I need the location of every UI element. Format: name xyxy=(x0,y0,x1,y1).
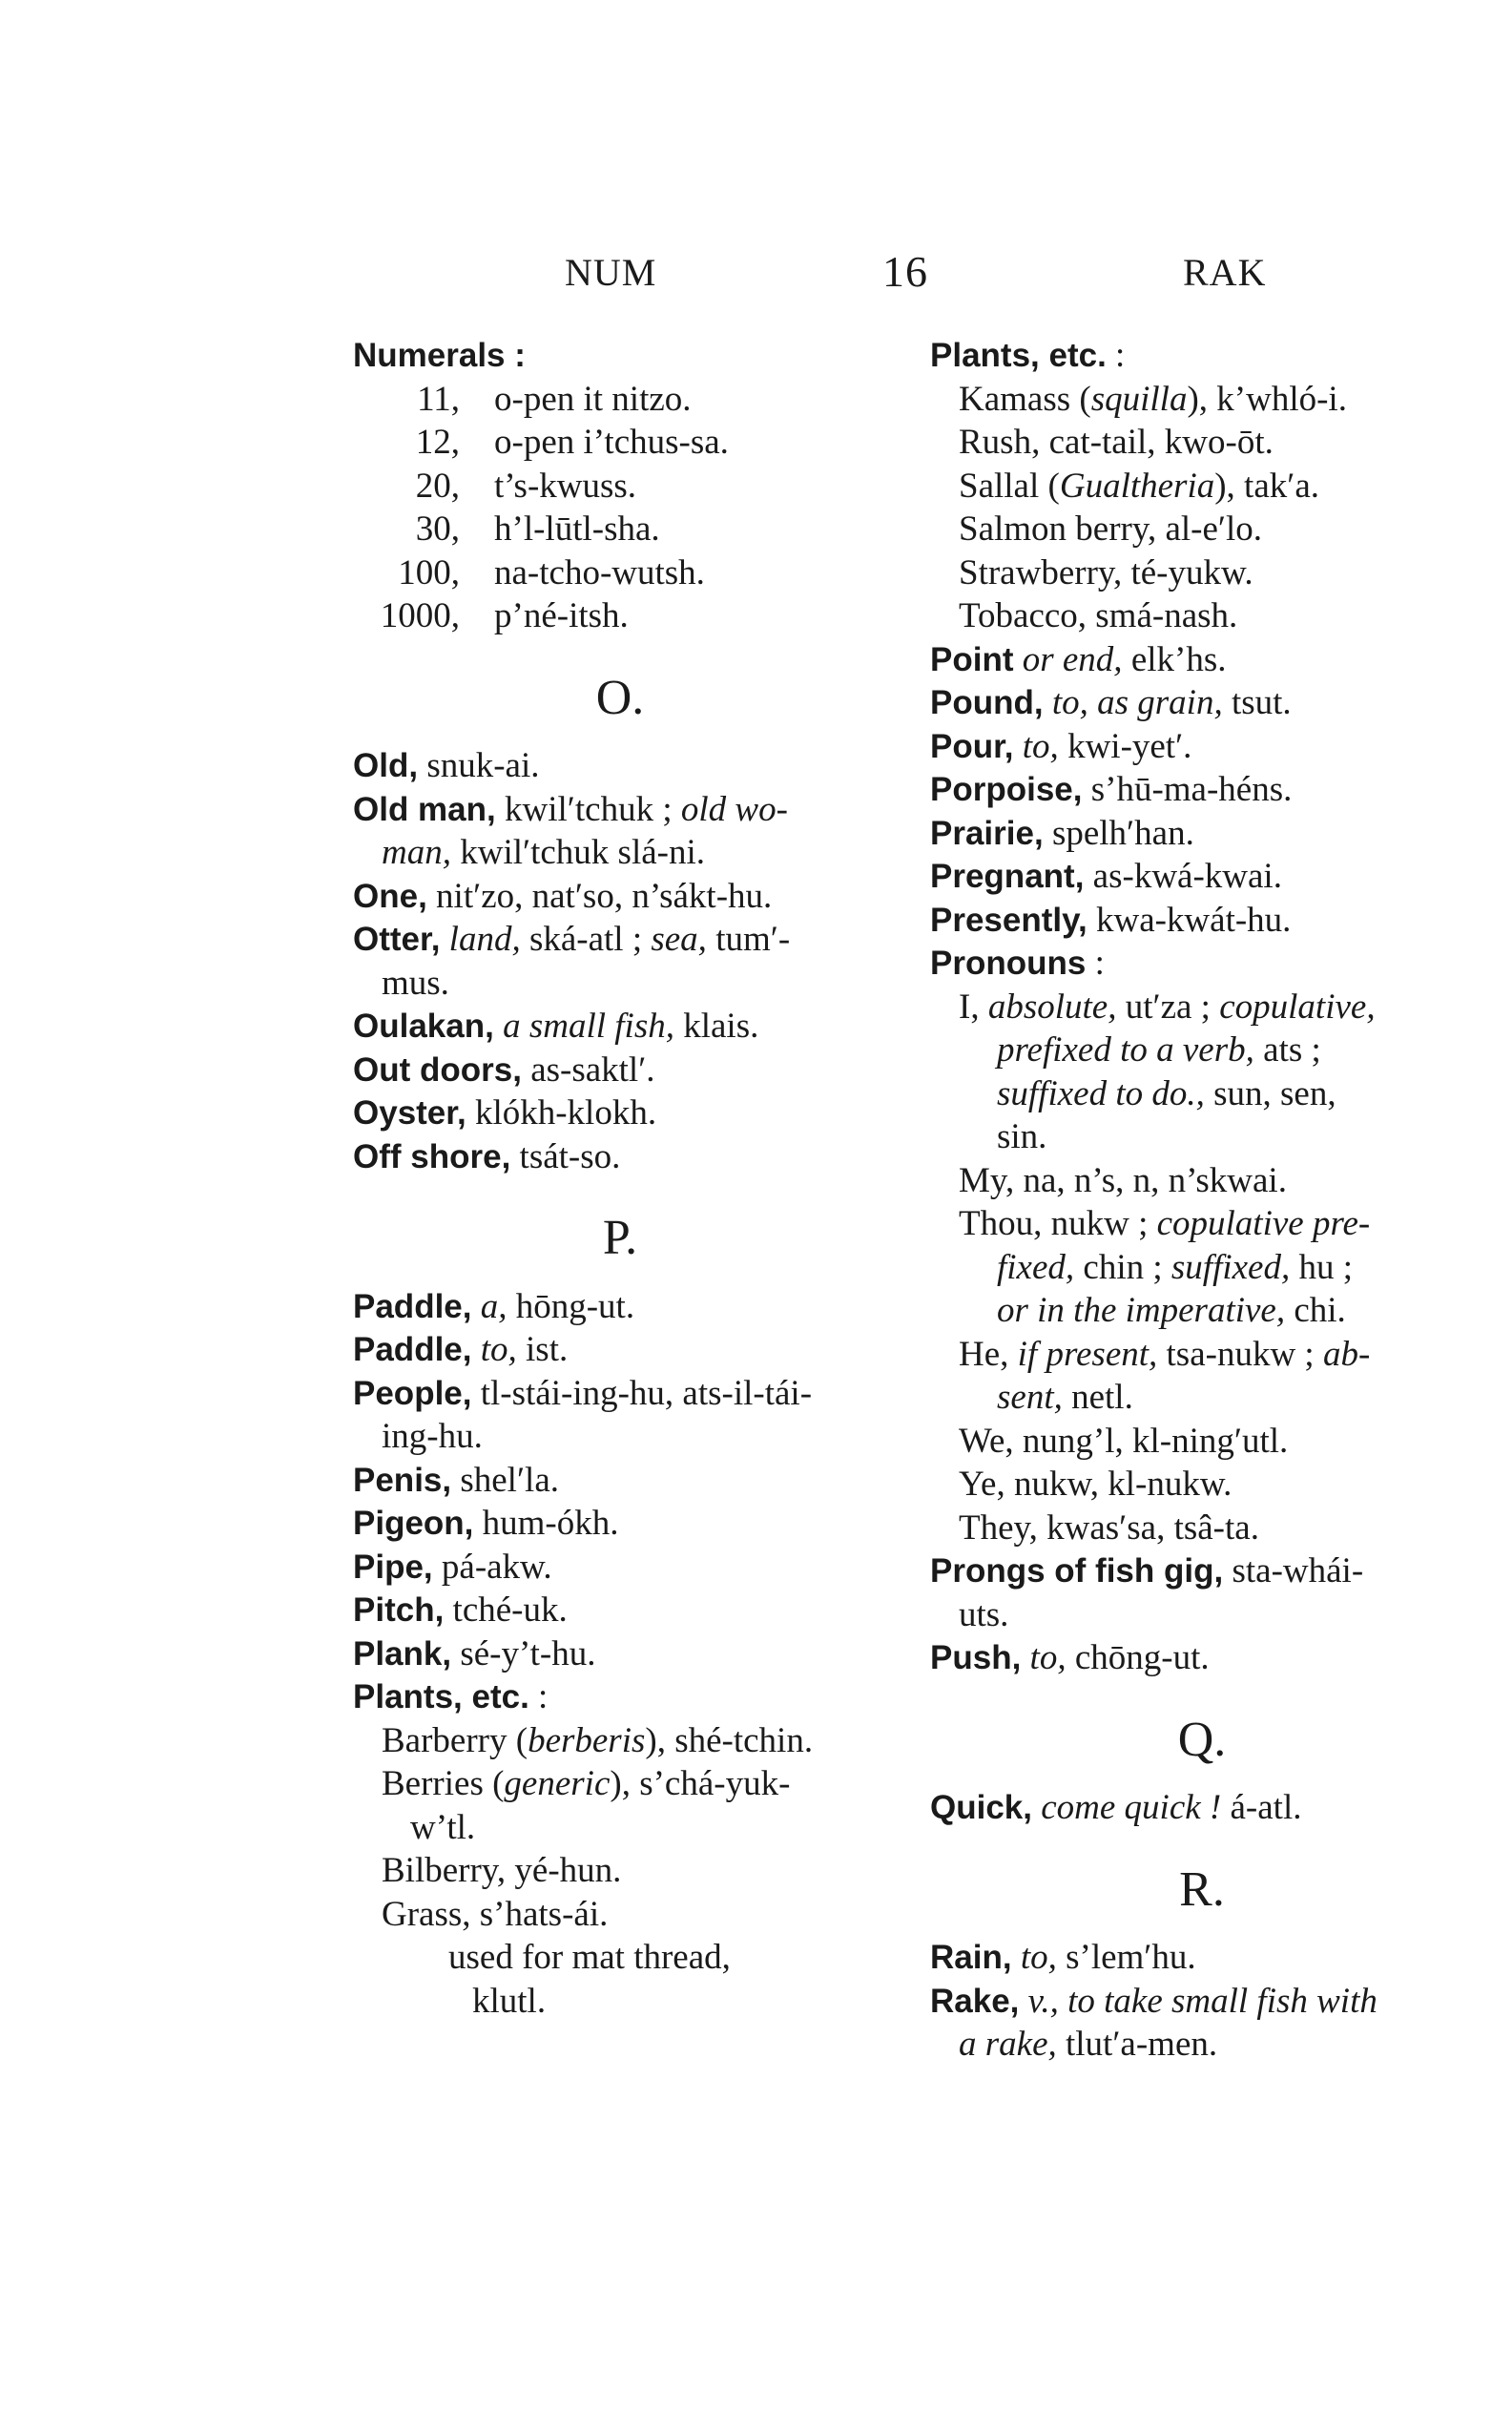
entry-people-cont: ing-hu. xyxy=(382,1417,483,1456)
page-number: 16 xyxy=(882,247,928,296)
definition: chin ; xyxy=(1074,1247,1171,1287)
entry-otter xyxy=(353,918,887,962)
definition: shel′la. xyxy=(451,1460,560,1500)
entry-oulakan xyxy=(353,1005,887,1049)
definition-italic: to, xyxy=(471,1330,517,1369)
entry-paddle-to xyxy=(353,1328,887,1372)
definition: I, xyxy=(959,987,988,1027)
headword: Otter, xyxy=(353,921,441,958)
definition: sun, sen, xyxy=(1204,1073,1336,1113)
entry-off-shore xyxy=(353,1135,887,1179)
headword: Plants, etc. xyxy=(353,1678,529,1715)
entry-strawberry: Strawberry, té-yukw. xyxy=(959,552,1253,592)
definition: ská-atl ; xyxy=(520,920,652,959)
entry-rain xyxy=(930,1936,1474,1980)
definition-italic: a rake, xyxy=(959,2025,1057,2064)
entry-pronoun-i xyxy=(930,986,1474,1029)
entry-rake-cont xyxy=(930,2023,1474,2067)
definition: tl-stái-ing-hu, ats-il-tái- xyxy=(471,1373,813,1413)
definition-italic: copulative, xyxy=(1219,987,1376,1027)
entry-old xyxy=(353,744,887,788)
definition: klais. xyxy=(673,1007,759,1046)
numeral: 11, xyxy=(417,379,460,419)
entry-pour xyxy=(930,725,1474,769)
entry-one xyxy=(353,875,887,919)
definition-italic: a small fish, xyxy=(493,1007,674,1046)
definition-italic: sent, xyxy=(997,1378,1063,1417)
headword: People, xyxy=(353,1374,472,1412)
definition-italic: v., to take small fish with xyxy=(1019,1981,1377,2021)
definition-italic: absolute, xyxy=(987,987,1117,1027)
definition: klókh-klokh. xyxy=(466,1093,657,1133)
definition: : xyxy=(1106,336,1126,375)
definition: spelh′han. xyxy=(1043,813,1194,853)
definition: : xyxy=(1086,944,1105,983)
definition: Thou, nukw ; xyxy=(959,1204,1157,1243)
left-column xyxy=(353,334,887,2023)
entry-pronouns xyxy=(930,942,1474,986)
definition: sta-whái- xyxy=(1223,1551,1364,1590)
definition-italic: to, as grain, xyxy=(1043,683,1223,722)
running-header-right: RAK xyxy=(1183,251,1267,294)
entry-bilberry: Bilberry, yé-hun. xyxy=(382,1851,622,1890)
headword: Pregnant, xyxy=(930,858,1085,895)
definition: kwi-yet′. xyxy=(1058,726,1192,766)
definition-italic: to, xyxy=(1013,726,1059,766)
definition-italic: to, xyxy=(1011,1938,1057,1977)
definition: ), s’chá-yuk- xyxy=(610,1764,791,1803)
definition: Sallal ( xyxy=(959,466,1060,506)
definition: kwil′tchuk ; xyxy=(495,789,681,829)
headword: Plants, etc. xyxy=(930,337,1107,374)
entry-pigeon xyxy=(353,1502,887,1546)
definition: ut′za ; xyxy=(1116,987,1220,1027)
entry-berries xyxy=(353,1762,887,1806)
headword: Push, xyxy=(930,1639,1022,1676)
entry-pronoun-my: My, na, n’s, n, n’skwai. xyxy=(959,1160,1287,1200)
entry-rake xyxy=(930,1980,1474,2024)
headword: Pitch, xyxy=(353,1591,445,1629)
headword: Point xyxy=(930,640,1014,678)
definition: hōng-ut. xyxy=(507,1286,635,1326)
entry-prairie xyxy=(930,812,1474,856)
definition: tsut. xyxy=(1222,683,1292,722)
definition-italic: berberis xyxy=(528,1720,646,1760)
definition-italic: land, xyxy=(440,920,521,959)
numeral-row xyxy=(353,465,887,509)
entry-out-doors xyxy=(353,1049,887,1092)
numeral-word: h’l-lūtl-sha. xyxy=(494,509,660,549)
definition: pá-akw. xyxy=(432,1547,552,1587)
numeral-word: t’s-kwuss. xyxy=(494,466,637,506)
definition: : xyxy=(528,1677,549,1716)
definition: tché-uk. xyxy=(444,1590,568,1630)
entry-quick xyxy=(930,1786,1474,1830)
definition: s’lem′hu. xyxy=(1056,1938,1196,1977)
headword: Rake, xyxy=(930,1982,1020,2020)
entry-old-man-cont xyxy=(353,831,887,875)
entry-otter-cont: mus. xyxy=(382,963,449,1003)
definition: Kamass ( xyxy=(959,379,1091,419)
definition-italic: man, xyxy=(382,833,451,872)
headword: Paddle, xyxy=(353,1331,472,1368)
definition: ), k’whló-i. xyxy=(1187,379,1347,419)
headword: Prairie, xyxy=(930,814,1044,852)
entry-salmon-berry: Salmon berry, al-e′lo. xyxy=(959,509,1263,549)
entry-pregnant xyxy=(930,855,1474,899)
definition-italic: squilla xyxy=(1090,379,1188,419)
entry-oyster xyxy=(353,1091,887,1135)
definition-italic: come quick ! xyxy=(1031,1788,1222,1827)
entry-tobacco: Tobacco, smá-nash. xyxy=(959,596,1238,635)
definition: hum-ókh. xyxy=(473,1504,619,1543)
headword: Oulakan, xyxy=(353,1008,494,1045)
numeral: 100, xyxy=(398,552,460,592)
entry-point xyxy=(930,638,1474,682)
numeral-word: p’né-itsh. xyxy=(494,596,629,635)
entry-pronoun-ye: Ye, nukw, kl-nukw. xyxy=(959,1465,1232,1504)
headword: Oyster, xyxy=(353,1094,466,1132)
definition: ), tak′a. xyxy=(1214,466,1320,506)
definition: á-atl. xyxy=(1221,1788,1302,1827)
headword: Pour, xyxy=(930,727,1014,765)
definition: nit′zo, nat′so, n’sákt-hu. xyxy=(426,876,773,916)
entry-kamass xyxy=(930,378,1474,422)
headword: Prongs of fish gig, xyxy=(930,1552,1224,1590)
definition: ), shé-tchin. xyxy=(645,1720,814,1760)
definition: chōng-ut. xyxy=(1066,1638,1210,1677)
entry-pronoun-he xyxy=(930,1333,1474,1377)
headword: Pigeon, xyxy=(353,1505,474,1542)
definition-italic: suffixed, xyxy=(1170,1247,1291,1287)
headword: Paddle, xyxy=(353,1287,472,1325)
entry-prongs xyxy=(930,1549,1474,1593)
entry-pronoun-i-cont2 xyxy=(930,1072,1474,1116)
definition-italic: to, xyxy=(1021,1638,1067,1677)
definition: as-kwá-kwai. xyxy=(1084,857,1282,896)
headword: Rain, xyxy=(930,1939,1012,1976)
section-letter-o: O. xyxy=(595,670,645,725)
headword: Out doors, xyxy=(353,1050,522,1089)
entry-push xyxy=(930,1636,1474,1680)
definition-italic: old wo- xyxy=(680,789,788,829)
definition-italic: generic xyxy=(504,1764,611,1803)
entry-grass: Grass, s’hats-ái. xyxy=(382,1894,609,1934)
numeral-row xyxy=(353,594,887,638)
headword: Pipe, xyxy=(353,1548,433,1586)
entry-pitch xyxy=(353,1589,887,1632)
entry-pronoun-i-cont3: sin. xyxy=(997,1117,1047,1156)
entry-pound xyxy=(930,681,1474,725)
definition-italic: sea, xyxy=(651,920,707,959)
entry-pronoun-thou-cont xyxy=(930,1246,1474,1290)
entry-porpoise xyxy=(930,768,1474,812)
definition: ist. xyxy=(516,1330,569,1369)
definition: kwil′tchuk slá-ni. xyxy=(450,833,706,872)
definition: netl. xyxy=(1062,1378,1133,1417)
headword: Pound, xyxy=(930,684,1044,721)
numeral-word: na-tcho-wutsh. xyxy=(494,552,705,592)
numeral: 20, xyxy=(415,466,460,506)
entry-grass-cont2: klutl. xyxy=(472,1981,547,2021)
numeral: 30, xyxy=(415,509,460,549)
definition-italic: if present, xyxy=(1017,1334,1158,1374)
entry-pronoun-we: We, nung’l, kl-ning′utl. xyxy=(959,1421,1289,1461)
running-header-left: NUM xyxy=(565,251,657,294)
definition: as-saktl′. xyxy=(521,1050,655,1090)
entry-people xyxy=(353,1372,887,1416)
entry-plants xyxy=(353,1675,887,1719)
entry-sallal xyxy=(930,465,1474,509)
definition-italic: fixed, xyxy=(997,1247,1075,1287)
entry-pipe xyxy=(353,1546,887,1590)
numeral-row xyxy=(353,421,887,465)
definition: kwa-kwát-hu. xyxy=(1087,900,1292,940)
definition: sé-y’t-hu. xyxy=(451,1633,596,1673)
numeral-row xyxy=(353,551,887,595)
headword: Off shore, xyxy=(353,1137,511,1175)
headword: Plank, xyxy=(353,1634,452,1673)
entry-berries-cont: w’tl. xyxy=(410,1807,476,1847)
headword: Old man, xyxy=(353,790,496,828)
entry-pronoun-thou-cont2 xyxy=(930,1289,1474,1333)
section-letter-r: R. xyxy=(1179,1861,1225,1917)
headword: Old, xyxy=(353,747,419,784)
numeral: 1000, xyxy=(380,596,460,635)
definition-italic: Gualtheria xyxy=(1059,466,1215,506)
headword: Pronouns xyxy=(930,945,1087,982)
numeral-row xyxy=(353,508,887,551)
headword: Quick, xyxy=(930,1789,1032,1826)
numeral-word: o-pen it nitzo. xyxy=(494,379,692,419)
definition-italic: a, xyxy=(471,1286,507,1326)
definition: tsa-nukw ; xyxy=(1157,1334,1323,1374)
entry-grass-cont: used for mat thread, xyxy=(448,1938,731,1977)
definition: Barberry ( xyxy=(382,1720,528,1760)
definition-italic: prefixed to a verb, xyxy=(997,1030,1254,1070)
section-letter-p: P. xyxy=(602,1211,638,1265)
definition: snuk-ai. xyxy=(418,746,540,785)
headword: Penis, xyxy=(353,1461,452,1499)
headword: One, xyxy=(353,877,427,915)
definition: He, xyxy=(959,1334,1018,1374)
entry-barberry xyxy=(353,1719,887,1763)
section-letter-q: Q. xyxy=(1177,1712,1227,1767)
entry-presently xyxy=(930,899,1474,943)
definition: elk’hs. xyxy=(1122,639,1227,679)
entry-old-man xyxy=(353,788,887,832)
definition: tsát-so. xyxy=(510,1136,621,1176)
entry-plank xyxy=(353,1632,887,1676)
entry-pronoun-i-cont xyxy=(930,1029,1474,1072)
definition-italic: copulative pre- xyxy=(1156,1204,1371,1243)
definition: chi. xyxy=(1285,1291,1346,1330)
numeral-row xyxy=(353,378,887,422)
definition: tlut′a-men. xyxy=(1056,2025,1218,2064)
numeral-word: o-pen i’tchus-sa. xyxy=(494,423,729,462)
definition: s’hū-ma-héns. xyxy=(1082,770,1293,809)
entry-pronoun-thou xyxy=(930,1202,1474,1246)
entry-plants-cont xyxy=(930,334,1474,378)
entry-pronoun-he-cont xyxy=(930,1376,1474,1420)
headword: Presently, xyxy=(930,901,1087,939)
right-column xyxy=(930,334,1474,2067)
entry-paddle-a xyxy=(353,1285,887,1329)
definition: Berries ( xyxy=(382,1764,505,1803)
definition-italic: suffixed to do., xyxy=(997,1073,1205,1113)
numeral: 12, xyxy=(415,423,460,462)
entry-prongs-cont: uts. xyxy=(959,1594,1009,1634)
entry-penis xyxy=(353,1459,887,1503)
definition-italic: ab- xyxy=(1322,1334,1371,1374)
definition: tum′- xyxy=(706,920,791,959)
entry-numerals: Numerals : xyxy=(353,337,526,374)
entry-rush: Rush, cat-tail, kwo-ōt. xyxy=(959,423,1274,462)
definition-italic: or in the imperative, xyxy=(997,1291,1286,1330)
definition: hu ; xyxy=(1290,1247,1354,1287)
headword: Porpoise, xyxy=(930,771,1083,808)
entry-pronoun-they: They, kwas′sa, tsâ-ta. xyxy=(959,1507,1259,1548)
definition: ats ; xyxy=(1253,1030,1321,1070)
definition-italic: or end, xyxy=(1013,639,1123,679)
headword: Numerals xyxy=(353,337,506,374)
